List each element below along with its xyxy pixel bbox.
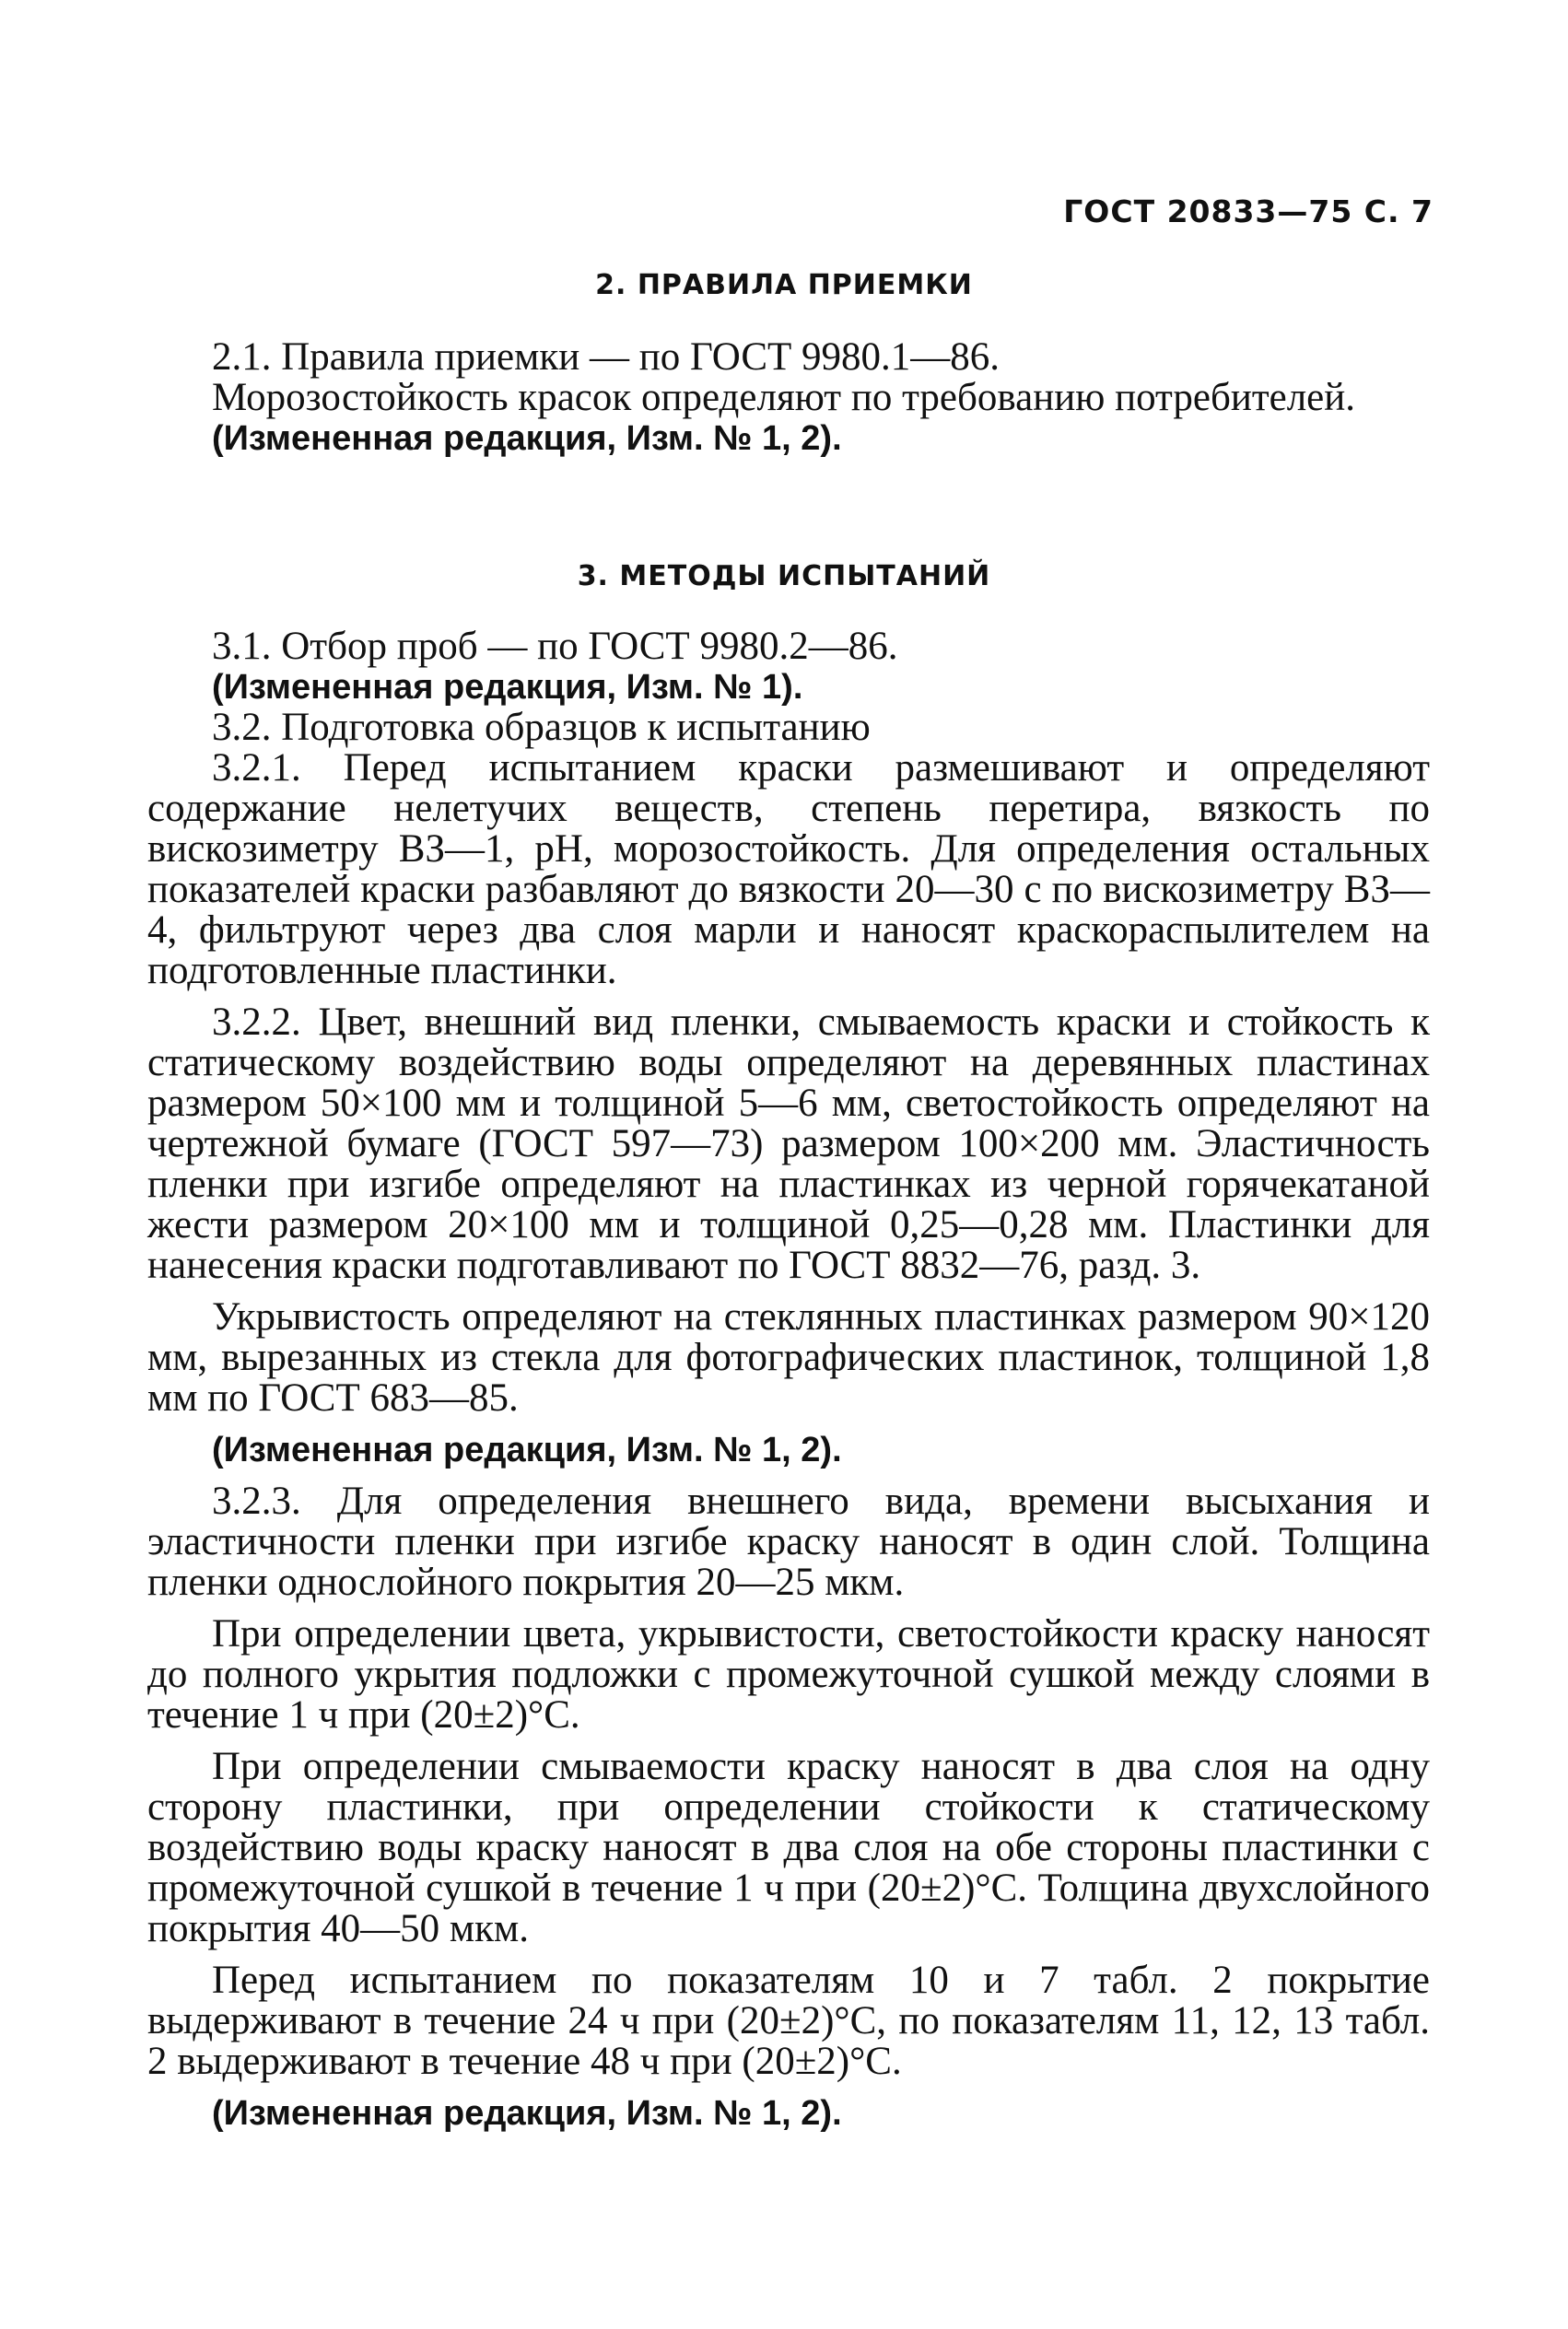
section-acceptance-body: [147, 337, 1430, 459]
paragraph-3-1: 3.1. Отбор проб — по ГОСТ 9980.2—86.: [212, 625, 898, 668]
page-header: ГОСТ 20833—75 С. 7: [1063, 193, 1433, 229]
paragraph-3-2-1: 3.2.1. Перед испытанием краски размешивают и определяют содержание нелетучих веществ, степень перетира, вязкость по вискозиметру ВЗ—1, рН, морозостойкость. Для определения остальных показателей краски разбавляют до вязкости 20—30 с по вискозиметру ВЗ—4, фильтруют через два слоя марли и наносят краскораспылителем на подготовленные пластинки.: [147, 746, 1430, 992]
amendment-note: (Измененная редакция, Изм. № 1).: [212, 668, 803, 707]
section-title-methods: 3. МЕТОДЫ ИСПЫТАНИЙ: [577, 560, 991, 592]
paragraph-conditioning: Перед испытанием по показателям 10 и 7 табл. 2 покрытие выдерживают в течение 24 ч при (20±2)°С, по показателям 11, 12, 13 табл. 2 выдерживают в течение 48 ч при (20±2)°С.: [147, 1959, 1430, 2083]
amendment-note: (Измененная редакция, Изм. № 1, 2).: [212, 2094, 842, 2133]
paragraph-washability-application: При определении смываемости краску наносят в два слоя на одну сторону пластинки, при определении стойкости к статическому воздействию воды краску наносят в два слоя на обе стороны пластинки с промежуточной сушкой в течение 1 ч при (20±2)°С. Толщина двухслойного покрытия 40—50 мкм.: [147, 1745, 1430, 1950]
paragraph-2-1: 2.1. Правила приемки — по ГОСТ 9980.1—86.: [212, 335, 1000, 379]
paragraph-3-2-3: 3.2.3. Для определения внешнего вида, времени высыхания и эластичности пленки при изгибе краску наносят в один слой. Толщина пленки однослойного покрытия 20—25 мкм.: [147, 1480, 1430, 1604]
paragraph-3-2-2: 3.2.2. Цвет, внешний вид пленки, смываемость краски и стойкость к статическому воздействию воды определяют на деревянных пластинах размером 50×100 мм и толщиной 5—6 мм, светостойкость определяют на чертежной бумаге (ГОСТ 597—73) размером 100×200 мм. Эластичность пленки при изгибе определяют на пластинках из черной горячекатаной жести размером 20×100 мм и толщиной 0,25—0,28 мм. Пластинки для нанесения краски подготавливают по ГОСТ 8832—76, разд. 3.: [147, 1001, 1430, 1287]
paragraph-frost-resistance: Морозостойкость красок определяют по требованию потребителей.: [212, 376, 1356, 419]
paragraph-hiding-power: Укрывистость определяют на стеклянных пластинках размером 90×120 мм, вырезанных из стекла для фотографических пластинок, толщиной 1,8 мм по ГОСТ 683—85.: [147, 1295, 1430, 1420]
amendment-note: (Измененная редакция, Изм. № 1, 2).: [212, 419, 842, 458]
section-methods-body: [147, 626, 1430, 2134]
paragraph-3-2: 3.2. Подготовка образцов к испытанию: [212, 706, 871, 749]
amendment-note: (Измененная редакция, Изм. № 1, 2).: [212, 1431, 842, 1469]
paragraph-color-application: При определении цвета, укрывистости, светостойкости краску наносят до полного укрытия подложки с промежуточной сушкой между слоями в течение 1 ч при (20±2)°С.: [147, 1612, 1430, 1737]
section-title-acceptance: 2. ПРАВИЛА ПРИЕМКИ: [595, 269, 973, 301]
